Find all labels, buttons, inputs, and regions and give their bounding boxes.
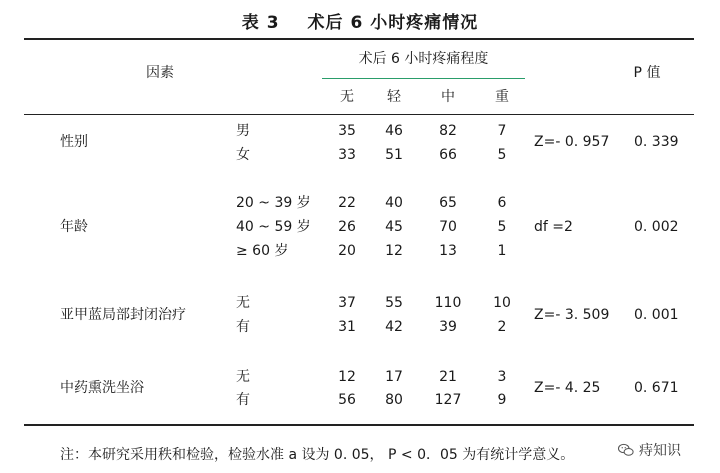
table-cell: 7 — [497, 123, 507, 139]
row-label: 有 — [236, 392, 250, 408]
test-statistic: Z=- 4. 25 — [534, 380, 601, 396]
table-cell: 5 — [497, 147, 507, 163]
table-title — [0, 8, 720, 33]
table-cell: 26 — [338, 219, 356, 235]
row-label: 女 — [236, 147, 250, 163]
table-cell: 33 — [338, 147, 356, 163]
table-cell: 2 — [497, 319, 507, 335]
factor-label: 性别 — [60, 134, 88, 150]
table-cell: 70 — [439, 219, 457, 235]
table-cell: 40 — [385, 195, 403, 211]
header-factor: 因素 — [146, 65, 174, 81]
header-level-severe: 重 — [495, 89, 509, 105]
table-cell: 45 — [385, 219, 403, 235]
table-cell: 22 — [338, 195, 356, 211]
p-value: 0. 002 — [634, 219, 679, 235]
header-rule — [24, 114, 694, 115]
table-cell: 80 — [385, 392, 403, 408]
table-cell: 56 — [338, 392, 356, 408]
row-label: 男 — [236, 123, 250, 139]
table-number: 表 3 — [241, 13, 280, 33]
table-cell: 13 — [439, 243, 457, 259]
table-cell: 12 — [338, 369, 356, 385]
table-cell: 55 — [385, 295, 403, 311]
table-cell: 21 — [439, 369, 457, 385]
header-level-moderate: 中 — [441, 89, 455, 105]
table-cell: 51 — [385, 147, 403, 163]
table-cell: 10 — [493, 295, 511, 311]
table-cell: 6 — [497, 195, 507, 211]
header-p-value: P 值 — [633, 65, 661, 81]
watermark — [617, 440, 681, 460]
table-cell: 39 — [439, 319, 457, 335]
table-cell: 3 — [497, 369, 507, 385]
p-value: 0. 671 — [634, 380, 679, 396]
table-cell: 110 — [434, 295, 462, 311]
table-cell: 1 — [497, 243, 507, 259]
table-cell: 31 — [338, 319, 356, 335]
header-level-mild: 轻 — [387, 89, 401, 105]
table-cell: 82 — [439, 123, 457, 139]
test-statistic: df =2 — [534, 219, 573, 235]
table-cell: 12 — [385, 243, 403, 259]
factor-label: 年龄 — [60, 219, 88, 235]
top-rule — [24, 38, 694, 40]
table-cell: 17 — [385, 369, 403, 385]
row-label: 40 ~ 59 岁 — [236, 219, 311, 235]
header-group-underline — [322, 78, 525, 79]
row-label: 无 — [236, 369, 250, 385]
table-cell: 5 — [497, 219, 507, 235]
header-level-none: 无 — [340, 89, 354, 105]
table-cell: 9 — [497, 392, 507, 408]
row-label: 有 — [236, 319, 250, 335]
factor-label: 中药熏洗坐浴 — [60, 380, 144, 396]
table-cell: 66 — [439, 147, 457, 163]
row-label: 20 ~ 39 岁 — [236, 195, 311, 211]
bottom-rule — [24, 424, 694, 426]
header-pain-group: 术后 6 小时疼痛程度 — [358, 51, 489, 67]
table-cell: 127 — [434, 392, 462, 408]
table-cell: 42 — [385, 319, 403, 335]
table-cell: 65 — [439, 195, 457, 211]
row-label: 无 — [236, 295, 250, 311]
watermark-text: 痔知识 — [639, 443, 681, 459]
row-label: ≥ 60 岁 — [236, 243, 289, 259]
test-statistic: Z=- 0. 957 — [534, 134, 610, 150]
p-value: 0. 339 — [634, 134, 679, 150]
test-statistic: Z=- 3. 509 — [534, 307, 610, 323]
table-cell: 35 — [338, 123, 356, 139]
wechat-icon — [617, 441, 635, 459]
table-title-text: 术后 6 小时疼痛情况 — [307, 13, 479, 33]
table-cell: 37 — [338, 295, 356, 311]
factor-label: 亚甲蓝局部封闭治疗 — [60, 307, 186, 323]
p-value: 0. 001 — [634, 307, 679, 323]
table-footnote: 注：本研究采用秩和检验，检验水准 a 设为 0. 05， P < 0．05 为有统计学意义。 — [60, 447, 575, 463]
table-cell: 20 — [338, 243, 356, 259]
table-cell: 46 — [385, 123, 403, 139]
